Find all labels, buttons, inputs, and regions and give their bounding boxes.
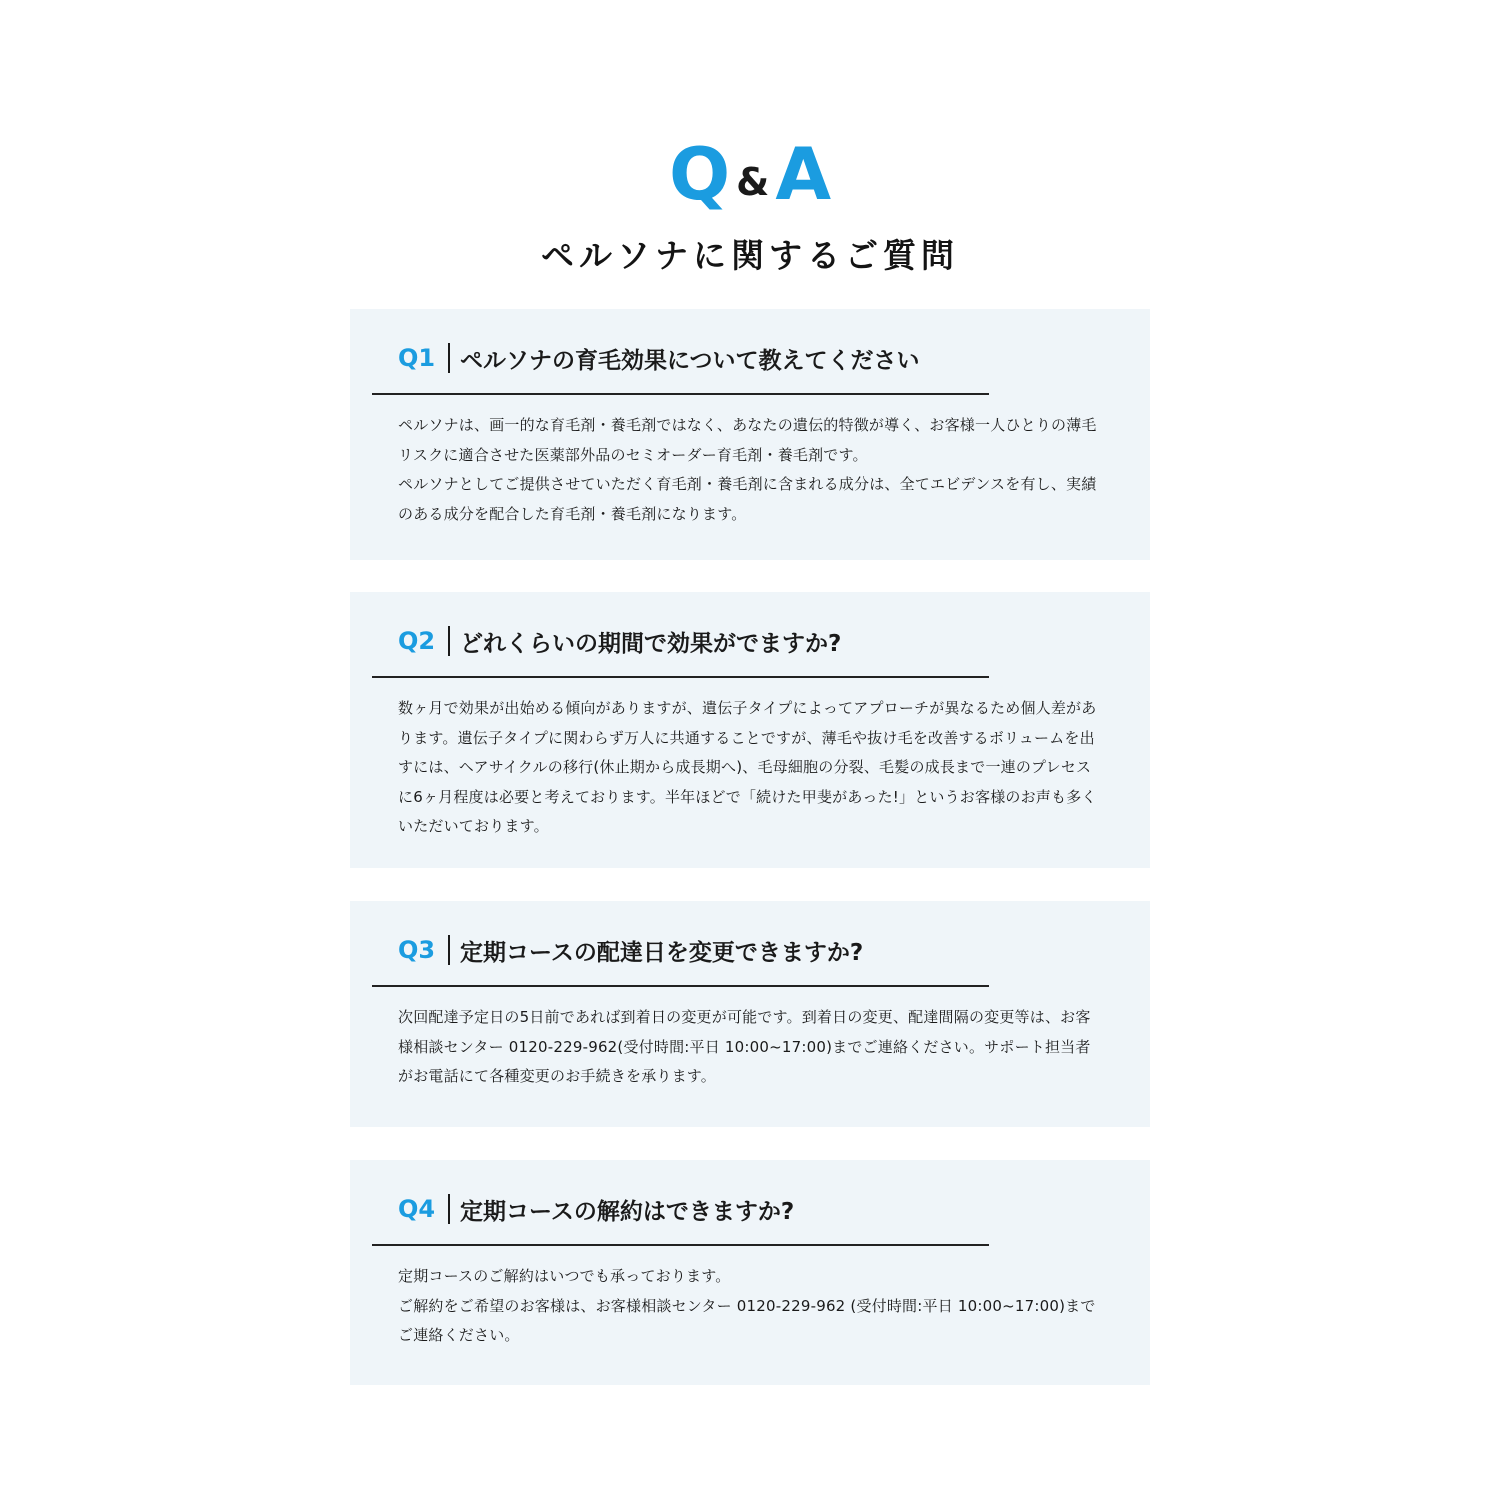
faq-divider-bar	[448, 1194, 450, 1224]
qa-logo	[0, 132, 1500, 216]
faq-question: どれくらいの期間で効果がでますか?	[460, 630, 842, 657]
faq-question: 定期コースの解約はできますか?	[460, 1198, 795, 1225]
faq-answer	[398, 411, 1104, 529]
logo-a: A	[775, 132, 832, 216]
faq-card-q2	[350, 592, 1150, 868]
faq-question-row	[398, 341, 920, 375]
faq-number: Q4	[398, 1195, 436, 1223]
faq-answer-paragraph: ご解約をご希望のお客様は、お客様相談センター 0120-229-962 (受付時間:平日 10:00~17:00)までご連絡ください。	[398, 1296, 1096, 1344]
logo-q: Q	[668, 132, 731, 216]
faq-underline	[372, 985, 989, 987]
faq-question-row	[398, 933, 863, 967]
faq-question-row	[398, 624, 841, 658]
faq-answer-paragraph: ペルソナとしてご提供させていただく育毛剤・養毛剤に含まれる成分は、全てエビデンスを有し、実績のある成分を配合した育毛剤・養毛剤になります。	[398, 475, 1097, 523]
faq-number: Q1	[398, 344, 436, 372]
faq-answer-paragraph: 定期コースのご解約はいつでも承っております。	[398, 1267, 731, 1285]
faq-divider-bar	[448, 935, 450, 965]
faq-answer-paragraph: 数ヶ月で効果が出始める傾向がありますが、遺伝子タイプによってアプローチが異なるため個人差があります。遺伝子タイプに関わらず万人に共通することですが、薄毛や抜け毛を改善するボリュームを出すには、ヘアサイクルの移行(休止期から成長期へ)、毛母細胞の分裂、毛髪の成長まで一連のプレセスに6ヶ月程度は必要と考えております。半年ほどで「続けた甲斐があった!」というお客様のお声も多くいただいております。	[398, 699, 1097, 835]
faq-number: Q3	[398, 936, 436, 964]
faq-question-row	[398, 1192, 794, 1226]
logo-ampersand: &	[736, 160, 770, 204]
faq-answer	[398, 1003, 1104, 1092]
faq-card-q4	[350, 1160, 1150, 1385]
faq-underline	[372, 1244, 989, 1246]
faq-card-q1	[350, 309, 1150, 560]
faq-card-q3	[350, 901, 1150, 1127]
faq-answer-paragraph: 次回配達予定日の5日前であれば到着日の変更が可能です。到着日の変更、配達間隔の変更等は、お客様相談センター 0120-229-962(受付時間:平日 10:00~17:00)までご連絡ください。サポート担当者がお電話にて各種変更のお手続きを承ります。	[398, 1008, 1091, 1085]
faq-answer	[398, 1262, 1104, 1351]
faq-underline	[372, 676, 989, 678]
faq-divider-bar	[448, 626, 450, 656]
faq-number: Q2	[398, 627, 436, 655]
faq-divider-bar	[448, 343, 450, 373]
faq-answer	[398, 694, 1104, 842]
faq-answer-paragraph: ペルソナは、画一的な育毛剤・養毛剤ではなく、あなたの遺伝的特徴が導く、お客様一人ひとりの薄毛リスクに適合させた医薬部外品のセミオーダー育毛剤・養毛剤です。	[398, 416, 1097, 464]
faq-question: ペルソナの育毛効果について教えてください	[460, 347, 920, 374]
faq-underline	[372, 393, 989, 395]
faq-question: 定期コースの配達日を変更できますか?	[460, 939, 864, 966]
page-title: ペルソナに関するご質問	[541, 236, 959, 275]
